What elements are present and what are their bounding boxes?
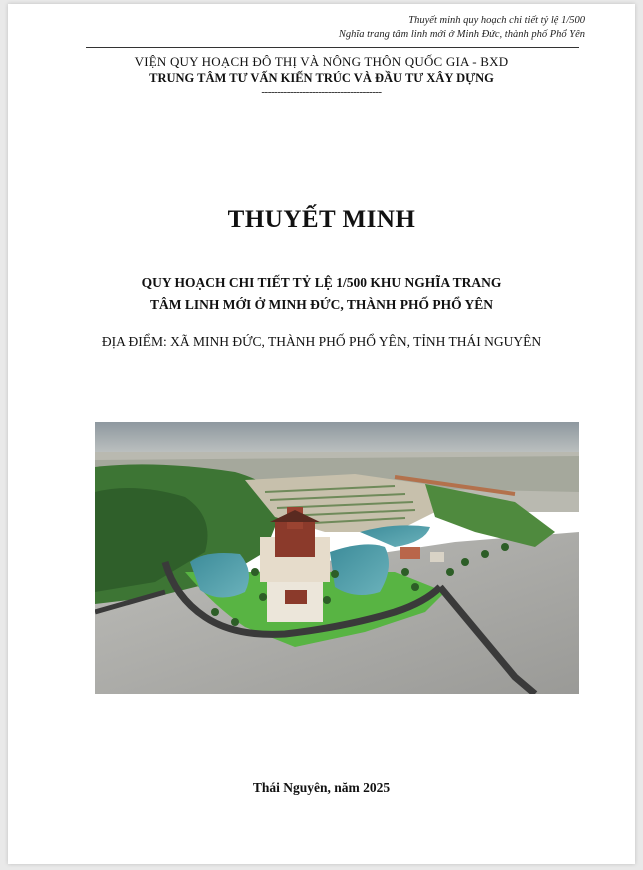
- running-header-line2: Nghĩa trang tâm linh mới ở Minh Đức, thành phố Phổ Yên: [338, 29, 585, 40]
- subtitle-line1: QUY HOẠCH CHI TIẾT TỶ LỆ 1/500 KHU NGHĨA TRANG: [141, 275, 502, 290]
- aerial-render-illustration: [95, 422, 579, 694]
- project-rendering-image: [95, 422, 579, 694]
- parent-organization: VIỆN QUY HOẠCH ĐÔ THỊ VÀ NÔNG THÔN QUỐC GIA - BXD: [134, 54, 509, 69]
- organization-unit: TRUNG TÂM TƯ VẤN KIẾN TRÚC VÀ ĐẦU TƯ XÂY DỰNG: [149, 71, 494, 85]
- running-header: [339, 14, 585, 42]
- project-location: ĐỊA ĐIỂM: XÃ MINH ĐỨC, THÀNH PHỐ PHỔ YÊN, TỈNH THÁI NGUYÊN: [101, 334, 542, 349]
- header-divider: [86, 47, 579, 48]
- subtitle-line2: TÂM LINH MỚI Ở MINH ĐỨC, THÀNH PHỐ PHỔ YÊN: [150, 297, 493, 312]
- organization-separator: --------------------------------------: [261, 86, 382, 98]
- running-header-line1: Thuyết minh quy hoạch chi tiết tỷ lệ 1/500: [408, 15, 585, 26]
- document-title: THUYẾT MINH: [227, 206, 416, 233]
- organization-block: [0, 54, 643, 98]
- document-subtitle: [0, 272, 643, 316]
- footer-place-date: Thái Nguyên, năm 2025: [252, 780, 391, 795]
